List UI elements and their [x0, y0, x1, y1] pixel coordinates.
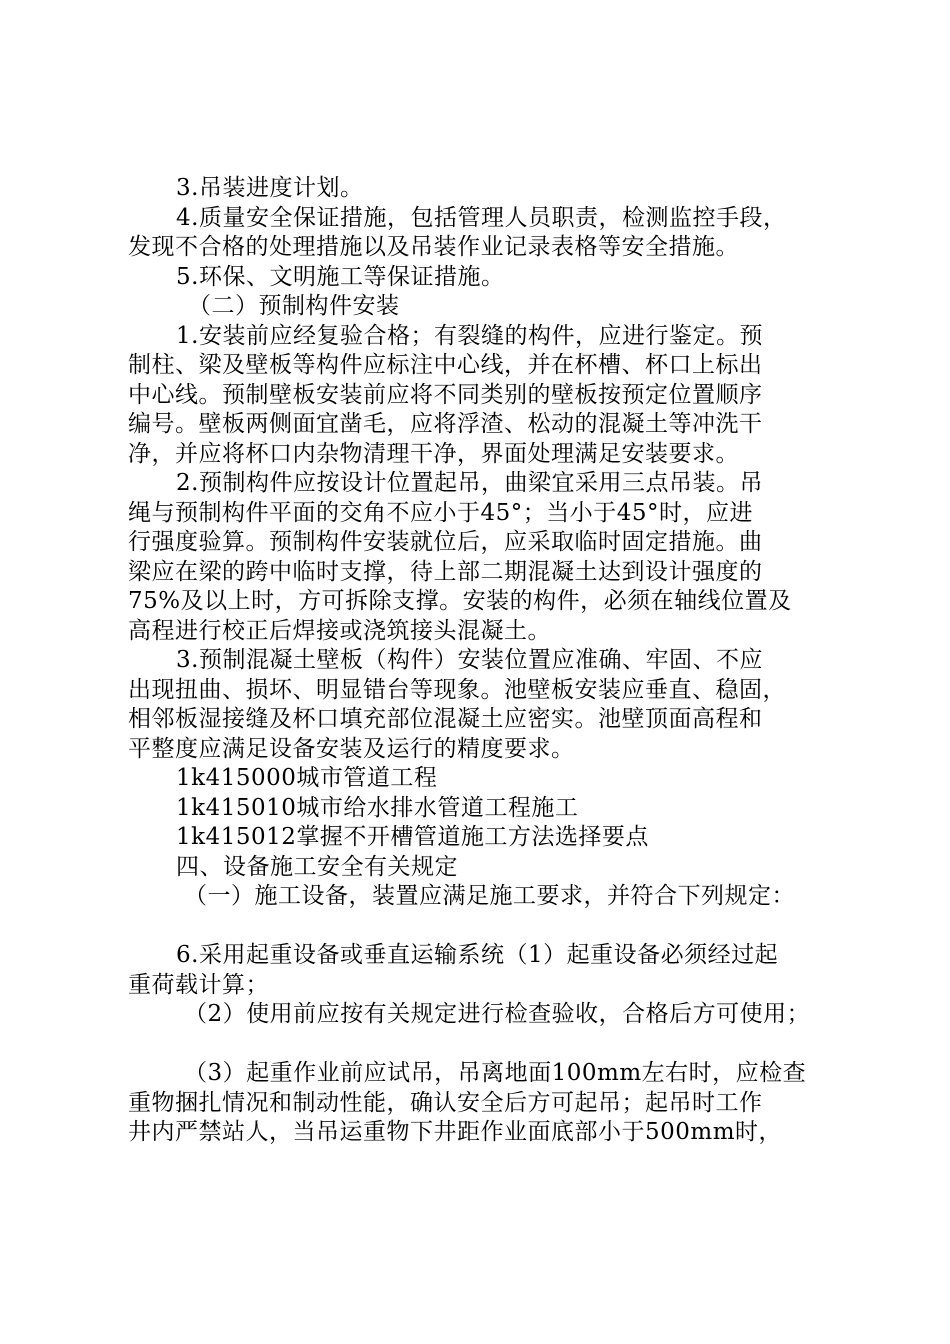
blank-line	[128, 1030, 838, 1060]
paragraph-line: 平整度应满足设备安装及运行的精度要求。	[128, 735, 575, 762]
paragraph-line: 绳与预制构件平面的交角不应小于45°；当小于45°时，应进	[128, 499, 754, 526]
paragraph-line: 中心线。预制壁板安装前应将不同类别的壁板按预定位置顺序	[128, 381, 763, 408]
section-heading: 四、设备施工安全有关规定	[176, 853, 458, 880]
paragraph-line: 4.质量安全保证措施，包括管理人员职责，检测监控手段，	[176, 204, 787, 231]
section-code-line: 1k415012掌握不开槽管道施工方法选择要点	[176, 824, 649, 850]
paragraph-line: 重物捆扎情况和制动性能，确认安全后方可起吊；起吊时工作	[128, 1089, 763, 1116]
paragraph-line: 3.预制混凝土壁板（构件）安装位置应准确、牢固、不应	[176, 647, 763, 673]
paragraph-line: 1.安装前应经复验合格；有裂缝的构件，应进行鉴定。预	[176, 322, 763, 349]
paragraph-line: 发现不合格的处理措施以及吊装作业记录表格等安全措施。	[128, 234, 739, 260]
paragraph-line: 出现扭曲、损坏、明显错台等现象。池壁板安装应垂直、稳固，	[128, 676, 786, 703]
paragraph-line: 井内严禁站人，当吊运重物下井距作业面底部小于500mm时，	[128, 1119, 783, 1145]
paragraph-line: 梁应在梁的跨中临时支撑，待上部二期混凝土达到设计强度的	[128, 558, 763, 585]
paragraph-line: 5.环保、文明施工等保证措施。	[176, 263, 505, 290]
paragraph-line: 高程进行校正后焊接或浇筑接头混凝土。	[128, 617, 551, 644]
paragraph-line: 75%及以上时，方可拆除支撑。安装的构件，必须在轴线位置及	[128, 588, 792, 614]
section-code-line: 1k415010城市给水排水管道工程施工	[176, 794, 579, 821]
section-code-line: 1k415000城市管道工程	[176, 765, 438, 791]
paragraph-line: （一）施工设备，装置应满足施工要求，并符合下列规定：	[184, 883, 795, 909]
paragraph-line: 2.预制构件应按设计位置起吊，曲梁宜采用三点吊装。吊	[176, 470, 763, 496]
paragraph-line: （2）使用前应按有关规定进行检查验收，合格后方可使用；	[184, 1001, 811, 1027]
document-body	[128, 174, 838, 1148]
paragraph-line: 编号。壁板两侧面宜凿毛，应将浮渣、松动的混凝土等冲洗干	[128, 411, 763, 437]
paragraph-line: 净，并应将杯口内杂物清理干净，界面处理满足安装要求。	[128, 440, 739, 467]
paragraph-line: （3）起重作业前应试吊，吊离地面100mm左右时，应检查	[184, 1060, 807, 1086]
blank-line	[128, 912, 838, 942]
paragraph-line: 制柱、梁及壁板等构件应标注中心线，并在杯槽、杯口上标出	[128, 352, 763, 378]
paragraph-line: 相邻板湿接缝及杯口填充部位混凝土应密实。池壁顶面高程和	[128, 706, 763, 732]
paragraph-line: 3.吊装进度计划。	[176, 175, 364, 201]
section-heading: （二）预制构件安装	[188, 293, 400, 319]
paragraph-line: 重荷载计算；	[128, 971, 269, 998]
paragraph-line: 6.采用起重设备或垂直运输系统（1）起重设备必须经过起	[176, 942, 779, 968]
paragraph-line: 行强度验算。预制构件安装就位后，应采取临时固定措施。曲	[128, 529, 763, 555]
